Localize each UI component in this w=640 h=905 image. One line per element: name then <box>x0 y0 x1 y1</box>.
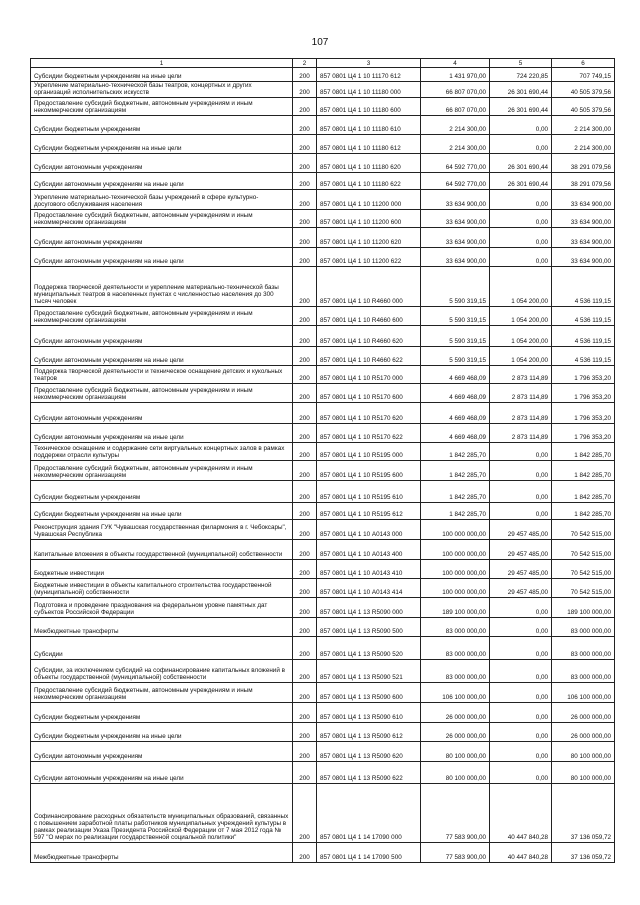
row-amount-executed-cell: 0,00 <box>490 135 552 154</box>
table-row <box>31 267 615 307</box>
row-code-cell: 200 <box>293 116 317 135</box>
row-kbk-cell: 857 0801 Ц4 1 10 11200 620 <box>317 228 421 248</box>
row-name-cell: Субсидии автономным учреждениям <box>31 228 293 248</box>
row-amount-remaining-cell: 1 796 353,20 <box>552 424 615 443</box>
row-kbk-cell: 857 0801 Ц4 1 13 R5090 620 <box>317 742 421 762</box>
row-name-cell: Реконструкция здания ГУК "Чувашская государственная филармония в г. Чебоксары", Чувашская Республика <box>31 520 293 540</box>
row-name-cell: Субсидии автономным учреждениям <box>31 326 293 347</box>
table-row <box>31 579 615 598</box>
row-kbk-cell: 857 0801 Ц4 1 13 R5090 520 <box>317 637 421 660</box>
table-row <box>31 503 615 520</box>
row-amount-executed-cell: 26 301 690,44 <box>490 82 552 98</box>
row-name-cell: Субсидии бюджетным учреждениям <box>31 481 293 503</box>
row-amount-plan-cell: 106 100 000,00 <box>421 683 490 703</box>
row-amount-executed-cell: 29 457 485,00 <box>490 560 552 579</box>
table-row <box>31 116 615 135</box>
row-kbk-cell: 857 0801 Ц4 1 10 11180 612 <box>317 135 421 154</box>
row-amount-plan-cell: 33 634 900,00 <box>421 248 490 267</box>
row-code-cell: 200 <box>293 560 317 579</box>
row-kbk-cell: 857 0801 Ц4 1 10 R5195 610 <box>317 481 421 503</box>
row-name-cell: Предоставление субсидий бюджетным, автономным учреждениям и иным некоммерческим организациям <box>31 307 293 326</box>
column-header-6: 6 <box>552 59 615 68</box>
row-amount-executed-cell: 40 447 840,28 <box>490 784 552 843</box>
row-amount-plan-cell: 64 592 770,00 <box>421 173 490 190</box>
row-amount-remaining-cell: 4 536 119,15 <box>552 347 615 366</box>
row-amount-executed-cell: 1 054 200,00 <box>490 267 552 307</box>
row-amount-executed-cell: 0,00 <box>490 660 552 683</box>
row-amount-plan-cell: 5 590 319,15 <box>421 267 490 307</box>
row-kbk-cell: 857 0801 Ц4 1 13 R5090 600 <box>317 683 421 703</box>
row-code-cell: 200 <box>293 248 317 267</box>
row-name-cell: Предоставление субсидий бюджетным, автономным учреждениям и иным некоммерческим организациям <box>31 210 293 228</box>
table-row <box>31 520 615 540</box>
row-name-cell: Субсидии бюджетным учреждениям <box>31 116 293 135</box>
row-code-cell: 200 <box>293 154 317 173</box>
row-amount-remaining-cell: 33 634 900,00 <box>552 248 615 267</box>
row-code-cell: 200 <box>293 228 317 248</box>
row-name-cell: Укрепление материально-технической базы театров, концертных и других организаций исполнительских искусств <box>31 82 293 98</box>
row-amount-remaining-cell: 4 536 119,15 <box>552 307 615 326</box>
row-code-cell: 200 <box>293 82 317 98</box>
row-kbk-cell: 857 0801 Ц4 1 10 11180 610 <box>317 116 421 135</box>
row-name-cell: Субсидии бюджетным учреждениям на иные цели <box>31 68 293 82</box>
table-row <box>31 173 615 190</box>
row-kbk-cell: 857 0801 Ц4 1 10 R5170 620 <box>317 403 421 424</box>
row-amount-plan-cell: 83 000 000,00 <box>421 660 490 683</box>
column-header-2: 2 <box>293 59 317 68</box>
table-row <box>31 843 615 863</box>
row-amount-remaining-cell: 1 796 353,20 <box>552 366 615 384</box>
row-kbk-cell: 857 0801 Ц4 1 10 11180 600 <box>317 98 421 116</box>
table-row <box>31 784 615 843</box>
row-amount-remaining-cell: 4 536 119,15 <box>552 326 615 347</box>
row-kbk-cell: 857 0801 Ц4 1 10 R5170 000 <box>317 366 421 384</box>
table-row <box>31 637 615 660</box>
row-amount-executed-cell: 0,00 <box>490 762 552 784</box>
row-amount-executed-cell: 1 054 200,00 <box>490 347 552 366</box>
row-amount-remaining-cell: 2 214 300,00 <box>552 135 615 154</box>
row-name-cell: Софинансирование расходных обязательств муниципальных образований, связанных с повышением заработной платы работников муниципальных учреждений культуры в рамках реализации Указа Президента Российской Федерации от 7 мая 2012 года № 597 "О мерах по реализации государственной социальной политики" <box>31 784 293 843</box>
budget-table <box>30 58 615 863</box>
row-amount-remaining-cell: 1 842 285,70 <box>552 503 615 520</box>
row-amount-executed-cell: 0,00 <box>490 683 552 703</box>
row-code-cell: 200 <box>293 403 317 424</box>
row-amount-plan-cell: 33 634 900,00 <box>421 190 490 210</box>
row-code-cell: 200 <box>293 347 317 366</box>
table-row <box>31 762 615 784</box>
row-kbk-cell: 857 0801 Ц4 1 10 А0143 400 <box>317 540 421 560</box>
row-amount-remaining-cell: 83 000 000,00 <box>552 660 615 683</box>
row-name-cell: Субсидии <box>31 637 293 660</box>
row-name-cell: Субсидии автономным учреждениям <box>31 154 293 173</box>
row-code-cell: 200 <box>293 637 317 660</box>
row-amount-plan-cell: 1 842 285,70 <box>421 503 490 520</box>
row-amount-executed-cell: 29 457 485,00 <box>490 540 552 560</box>
table-header-row <box>31 59 615 68</box>
row-name-cell: Предоставление субсидий бюджетным, автономным учреждениям и иным некоммерческим организациям <box>31 461 293 481</box>
row-amount-plan-cell: 5 590 319,15 <box>421 326 490 347</box>
row-amount-remaining-cell: 80 100 000,00 <box>552 742 615 762</box>
row-amount-remaining-cell: 37 136 059,72 <box>552 843 615 863</box>
row-code-cell: 200 <box>293 618 317 637</box>
table-row <box>31 403 615 424</box>
row-amount-remaining-cell: 40 505 379,56 <box>552 98 615 116</box>
row-name-cell: Субсидии автономным учреждениям <box>31 742 293 762</box>
row-amount-plan-cell: 4 669 468,09 <box>421 384 490 403</box>
column-header-5: 5 <box>490 59 552 68</box>
row-kbk-cell: 857 0801 Ц4 1 13 R5090 500 <box>317 618 421 637</box>
row-amount-plan-cell: 4 669 468,09 <box>421 403 490 424</box>
row-kbk-cell: 857 0801 Ц4 1 13 R5090 622 <box>317 762 421 784</box>
row-amount-plan-cell: 83 000 000,00 <box>421 637 490 660</box>
row-amount-remaining-cell: 70 542 515,00 <box>552 520 615 540</box>
row-kbk-cell: 857 0801 Ц4 1 10 R4660 000 <box>317 267 421 307</box>
table-row <box>31 228 615 248</box>
row-amount-plan-cell: 4 669 468,09 <box>421 366 490 384</box>
row-kbk-cell: 857 0801 Ц4 1 10 11200 622 <box>317 248 421 267</box>
row-amount-executed-cell: 0,00 <box>490 503 552 520</box>
row-amount-executed-cell: 0,00 <box>490 723 552 742</box>
row-amount-plan-cell: 77 583 900,00 <box>421 784 490 843</box>
row-code-cell: 200 <box>293 683 317 703</box>
row-amount-plan-cell: 100 000 000,00 <box>421 540 490 560</box>
row-amount-executed-cell: 29 457 485,00 <box>490 579 552 598</box>
row-kbk-cell: 857 0801 Ц4 1 14 17090 500 <box>317 843 421 863</box>
row-amount-plan-cell: 4 669 468,09 <box>421 424 490 443</box>
row-code-cell: 200 <box>293 210 317 228</box>
row-amount-executed-cell: 0,00 <box>490 116 552 135</box>
row-amount-plan-cell: 80 100 000,00 <box>421 742 490 762</box>
column-header-1: 1 <box>31 59 293 68</box>
row-name-cell: Бюджетные инвестиции <box>31 560 293 579</box>
page-number: 107 <box>311 37 329 48</box>
row-code-cell: 200 <box>293 520 317 540</box>
row-amount-plan-cell: 1 842 285,70 <box>421 461 490 481</box>
row-amount-remaining-cell: 707 749,15 <box>552 68 615 82</box>
row-amount-remaining-cell: 38 291 079,56 <box>552 173 615 190</box>
row-name-cell: Субсидии бюджетным учреждениям на иные цели <box>31 135 293 154</box>
row-code-cell: 200 <box>293 540 317 560</box>
row-amount-executed-cell: 2 873 114,89 <box>490 384 552 403</box>
row-code-cell: 200 <box>293 598 317 618</box>
row-amount-plan-cell: 26 000 000,00 <box>421 703 490 723</box>
row-amount-executed-cell: 0,00 <box>490 703 552 723</box>
table-row <box>31 703 615 723</box>
row-code-cell: 200 <box>293 723 317 742</box>
table-row <box>31 190 615 210</box>
row-name-cell: Субсидии бюджетным учреждениям <box>31 703 293 723</box>
row-amount-executed-cell: 2 873 114,89 <box>490 403 552 424</box>
row-amount-plan-cell: 33 634 900,00 <box>421 228 490 248</box>
row-amount-remaining-cell: 1 842 285,70 <box>552 461 615 481</box>
row-name-cell: Межбюджетные трансферты <box>31 618 293 637</box>
table-row <box>31 82 615 98</box>
table-row <box>31 248 615 267</box>
row-amount-plan-cell: 66 807 070,00 <box>421 82 490 98</box>
row-amount-remaining-cell: 1 842 285,70 <box>552 443 615 461</box>
row-code-cell: 200 <box>293 742 317 762</box>
row-amount-executed-cell: 0,00 <box>490 210 552 228</box>
row-kbk-cell: 857 0801 Ц4 1 10 R5195 600 <box>317 461 421 481</box>
row-name-cell: Субсидии автономным учреждениям на иные цели <box>31 424 293 443</box>
table-row <box>31 683 615 703</box>
row-kbk-cell: 857 0801 Ц4 1 10 11180 000 <box>317 82 421 98</box>
table-row <box>31 598 615 618</box>
row-kbk-cell: 857 0801 Ц4 1 10 11180 620 <box>317 154 421 173</box>
row-kbk-cell: 857 0801 Ц4 1 10 11200 600 <box>317 210 421 228</box>
row-code-cell: 200 <box>293 267 317 307</box>
row-name-cell: Предоставление субсидий бюджетным, автономным учреждениям и иным некоммерческим организациям <box>31 384 293 403</box>
row-amount-remaining-cell: 83 000 000,00 <box>552 618 615 637</box>
row-code-cell: 200 <box>293 579 317 598</box>
row-amount-remaining-cell: 1 796 353,20 <box>552 384 615 403</box>
row-amount-plan-cell: 100 000 000,00 <box>421 520 490 540</box>
row-kbk-cell: 857 0801 Ц4 1 13 R5090 521 <box>317 660 421 683</box>
row-amount-executed-cell: 2 873 114,89 <box>490 366 552 384</box>
row-amount-plan-cell: 77 583 900,00 <box>421 843 490 863</box>
row-code-cell: 200 <box>293 326 317 347</box>
row-amount-executed-cell: 0,00 <box>490 637 552 660</box>
row-name-cell: Поддержка творческой деятельности и укрепление материально-технической базы муниципальных театров в населенных пунктах с численностью населения до 300 тысяч человек <box>31 267 293 307</box>
table-row <box>31 618 615 637</box>
row-kbk-cell: 857 0801 Ц4 1 10 R4660 622 <box>317 347 421 366</box>
table-row <box>31 347 615 366</box>
row-name-cell: Межбюджетные трансферты <box>31 843 293 863</box>
row-amount-plan-cell: 100 000 000,00 <box>421 560 490 579</box>
row-amount-remaining-cell: 70 542 515,00 <box>552 579 615 598</box>
table-row <box>31 307 615 326</box>
row-amount-executed-cell: 26 301 690,44 <box>490 98 552 116</box>
row-amount-remaining-cell: 33 634 900,00 <box>552 210 615 228</box>
row-amount-executed-cell: 0,00 <box>490 228 552 248</box>
column-header-4: 4 <box>421 59 490 68</box>
row-amount-remaining-cell: 83 000 000,00 <box>552 637 615 660</box>
row-name-cell: Субсидии бюджетным учреждениям на иные цели <box>31 503 293 520</box>
row-amount-executed-cell: 1 054 200,00 <box>490 307 552 326</box>
row-amount-remaining-cell: 26 000 000,00 <box>552 703 615 723</box>
row-amount-executed-cell: 0,00 <box>490 248 552 267</box>
row-name-cell: Капитальные вложения в объекты государственной (муниципальной) собственности <box>31 540 293 560</box>
table-row <box>31 384 615 403</box>
row-amount-remaining-cell: 37 136 059,72 <box>552 784 615 843</box>
row-code-cell: 200 <box>293 307 317 326</box>
table-row <box>31 481 615 503</box>
row-amount-remaining-cell: 38 291 079,56 <box>552 154 615 173</box>
table-row <box>31 424 615 443</box>
row-code-cell: 200 <box>293 660 317 683</box>
table-row <box>31 461 615 481</box>
row-amount-plan-cell: 26 000 000,00 <box>421 723 490 742</box>
row-amount-remaining-cell: 80 100 000,00 <box>552 762 615 784</box>
row-kbk-cell: 857 0801 Ц4 1 10 R5170 622 <box>317 424 421 443</box>
row-amount-plan-cell: 66 807 070,00 <box>421 98 490 116</box>
row-kbk-cell: 857 0801 Ц4 1 13 R5090 612 <box>317 723 421 742</box>
row-kbk-cell: 857 0801 Ц4 1 10 R5170 600 <box>317 384 421 403</box>
row-amount-plan-cell: 189 100 000,00 <box>421 598 490 618</box>
row-amount-remaining-cell: 1 796 353,20 <box>552 403 615 424</box>
row-amount-executed-cell: 26 301 690,44 <box>490 154 552 173</box>
row-code-cell: 200 <box>293 843 317 863</box>
table-row <box>31 68 615 82</box>
row-amount-executed-cell: 0,00 <box>490 461 552 481</box>
row-kbk-cell: 857 0801 Ц4 1 10 R5195 000 <box>317 443 421 461</box>
row-kbk-cell: 857 0801 Ц4 1 10 А0143 410 <box>317 560 421 579</box>
row-kbk-cell: 857 0801 Ц4 1 10 R5195 612 <box>317 503 421 520</box>
table-row <box>31 366 615 384</box>
row-kbk-cell: 857 0801 Ц4 1 13 R5090 000 <box>317 598 421 618</box>
row-amount-plan-cell: 64 592 770,00 <box>421 154 490 173</box>
row-amount-remaining-cell: 189 100 000,00 <box>552 598 615 618</box>
row-amount-remaining-cell: 33 634 900,00 <box>552 228 615 248</box>
row-amount-plan-cell: 1 431 970,00 <box>421 68 490 82</box>
row-code-cell: 200 <box>293 98 317 116</box>
row-amount-remaining-cell: 26 000 000,00 <box>552 723 615 742</box>
row-code-cell: 200 <box>293 784 317 843</box>
row-name-cell: Субсидии автономным учреждениям на иные цели <box>31 173 293 190</box>
row-amount-executed-cell: 26 301 690,44 <box>490 173 552 190</box>
table-row <box>31 98 615 116</box>
table-row <box>31 326 615 347</box>
row-name-cell: Укрепление материально-технической базы учреждений в сфере культурно-досугового обслуживания населения <box>31 190 293 210</box>
row-amount-plan-cell: 1 842 285,70 <box>421 481 490 503</box>
row-amount-executed-cell: 724 220,85 <box>490 68 552 82</box>
row-amount-remaining-cell: 70 542 515,00 <box>552 540 615 560</box>
row-code-cell: 200 <box>293 190 317 210</box>
row-name-cell: Субсидии бюджетным учреждениям на иные цели <box>31 723 293 742</box>
table-row <box>31 135 615 154</box>
row-amount-executed-cell: 0,00 <box>490 618 552 637</box>
row-name-cell: Субсидии автономным учреждениям на иные цели <box>31 248 293 267</box>
row-amount-executed-cell: 2 873 114,89 <box>490 424 552 443</box>
row-amount-plan-cell: 1 842 285,70 <box>421 443 490 461</box>
row-code-cell: 200 <box>293 68 317 82</box>
row-code-cell: 200 <box>293 384 317 403</box>
row-code-cell: 200 <box>293 443 317 461</box>
row-amount-plan-cell: 2 214 300,00 <box>421 116 490 135</box>
row-kbk-cell: 857 0801 Ц4 1 10 11180 622 <box>317 173 421 190</box>
row-kbk-cell: 857 0801 Ц4 1 10 11170 612 <box>317 68 421 82</box>
table-row <box>31 443 615 461</box>
table-row <box>31 540 615 560</box>
row-code-cell: 200 <box>293 173 317 190</box>
row-amount-plan-cell: 5 590 319,15 <box>421 347 490 366</box>
row-amount-remaining-cell: 1 842 285,70 <box>552 481 615 503</box>
table-row <box>31 154 615 173</box>
row-amount-plan-cell: 33 634 900,00 <box>421 210 490 228</box>
row-amount-remaining-cell: 106 100 000,00 <box>552 683 615 703</box>
row-kbk-cell: 857 0801 Ц4 1 10 11200 000 <box>317 190 421 210</box>
column-header-3: 3 <box>317 59 421 68</box>
row-name-cell: Предоставление субсидий бюджетным, автономным учреждениям и иным некоммерческим организациям <box>31 98 293 116</box>
row-kbk-cell: 857 0801 Ц4 1 10 А0143 414 <box>317 579 421 598</box>
row-amount-plan-cell: 80 100 000,00 <box>421 762 490 784</box>
row-name-cell: Техническое оснащение и содержание сети виртуальных концертных залов в рамках поддержки отрасли культуры <box>31 443 293 461</box>
row-kbk-cell: 857 0801 Ц4 1 13 R5090 610 <box>317 703 421 723</box>
row-name-cell: Субсидии автономным учреждениям на иные цели <box>31 762 293 784</box>
row-amount-remaining-cell: 40 505 379,56 <box>552 82 615 98</box>
row-amount-remaining-cell: 33 634 900,00 <box>552 190 615 210</box>
row-amount-executed-cell: 0,00 <box>490 443 552 461</box>
row-code-cell: 200 <box>293 703 317 723</box>
row-amount-executed-cell: 0,00 <box>490 481 552 503</box>
table-row <box>31 560 615 579</box>
row-kbk-cell: 857 0801 Ц4 1 10 R4660 600 <box>317 307 421 326</box>
row-amount-executed-cell: 1 054 200,00 <box>490 326 552 347</box>
row-name-cell: Предоставление субсидий бюджетным, автономным учреждениям и иным некоммерческим организациям <box>31 683 293 703</box>
row-code-cell: 200 <box>293 424 317 443</box>
row-amount-plan-cell: 83 000 000,00 <box>421 618 490 637</box>
row-name-cell: Подготовка и проведение празднования на федеральном уровне памятных дат субъектов Российской Федерации <box>31 598 293 618</box>
row-code-cell: 200 <box>293 503 317 520</box>
row-code-cell: 200 <box>293 481 317 503</box>
row-name-cell: Субсидии автономным учреждениям на иные цели <box>31 347 293 366</box>
row-amount-remaining-cell: 70 542 515,00 <box>552 560 615 579</box>
table-row <box>31 742 615 762</box>
row-amount-remaining-cell: 2 214 300,00 <box>552 116 615 135</box>
table-row <box>31 660 615 683</box>
row-kbk-cell: 857 0801 Ц4 1 14 17090 000 <box>317 784 421 843</box>
row-name-cell: Поддержка творческой деятельности и техническое оснащение детских и кукольных театров <box>31 366 293 384</box>
row-amount-executed-cell: 29 457 485,00 <box>490 520 552 540</box>
row-name-cell: Субсидии автономным учреждениям <box>31 403 293 424</box>
row-name-cell: Бюджетные инвестиции в объекты капитального строительства государственной (муниципальной) собственности <box>31 579 293 598</box>
row-amount-plan-cell: 5 590 319,15 <box>421 307 490 326</box>
table-row <box>31 723 615 742</box>
row-amount-plan-cell: 100 000 000,00 <box>421 579 490 598</box>
row-name-cell: Субсидии, за исключением субсидий на софинансирование капитальных вложений в объекты государственной (муниципальной) собственности <box>31 660 293 683</box>
row-amount-executed-cell: 40 447 840,28 <box>490 843 552 863</box>
row-amount-executed-cell: 0,00 <box>490 598 552 618</box>
row-kbk-cell: 857 0801 Ц4 1 10 R4660 620 <box>317 326 421 347</box>
row-code-cell: 200 <box>293 461 317 481</box>
row-code-cell: 200 <box>293 762 317 784</box>
table-row <box>31 210 615 228</box>
row-kbk-cell: 857 0801 Ц4 1 10 А0143 000 <box>317 520 421 540</box>
row-code-cell: 200 <box>293 366 317 384</box>
row-code-cell: 200 <box>293 135 317 154</box>
row-amount-plan-cell: 2 214 300,00 <box>421 135 490 154</box>
row-amount-executed-cell: 0,00 <box>490 190 552 210</box>
row-amount-remaining-cell: 4 536 119,15 <box>552 267 615 307</box>
row-amount-executed-cell: 0,00 <box>490 742 552 762</box>
